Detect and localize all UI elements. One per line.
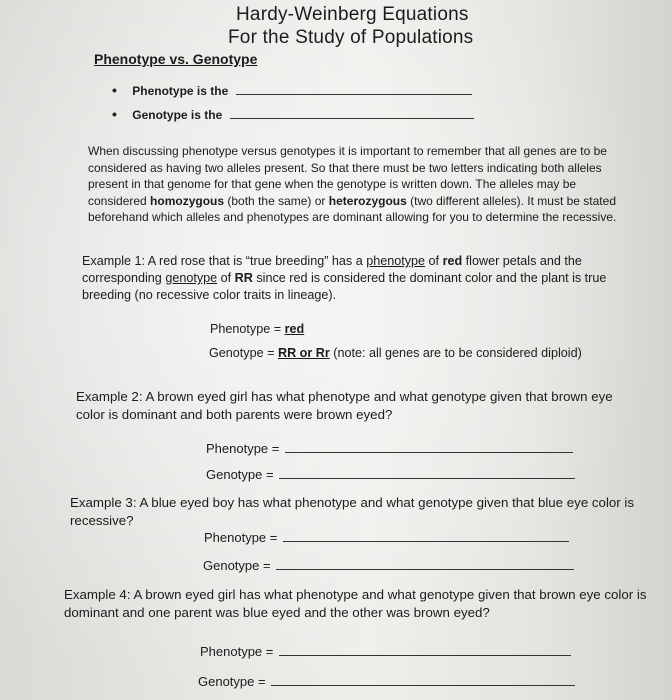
example-text: flower petals and the corresponding xyxy=(82,254,582,285)
term-red: red xyxy=(442,254,463,268)
intro-text: When discussing phenotype versus genotypes it is important to remember that all genes are to be considered as having two alleles present. So that there must be two letters indicating both alleles present in that genome for that gene when the genotype is written down. The alleles may be considered xyxy=(88,144,607,208)
phenotype-label: Phenotype = xyxy=(204,530,278,545)
genotype-answer: RR or Rr xyxy=(277,346,330,360)
example-3-text: Example 3: A blue eyed boy has what phenotype and what genotype given that blue eye color is recessive? xyxy=(70,495,635,528)
example-4-genotype xyxy=(198,674,575,689)
intro-text: (both the same) or xyxy=(224,193,329,208)
phenotype-label: Phenotype = xyxy=(210,322,285,336)
genotype-label: Genotype = xyxy=(203,558,271,573)
definition-label: Genotype is the xyxy=(132,108,223,122)
answer-blank[interactable] xyxy=(279,644,571,656)
definition-label: Phenotype is the xyxy=(132,84,229,98)
bullet-dot: • xyxy=(112,106,117,122)
definition-phenotype xyxy=(112,82,472,98)
example-3-genotype xyxy=(203,558,574,573)
example-4-phenotype xyxy=(200,644,571,659)
example-text: of xyxy=(217,271,235,285)
answer-blank[interactable] xyxy=(230,107,474,119)
example-text: of xyxy=(425,254,443,268)
section-heading: Phenotype vs. Genotype xyxy=(94,51,258,67)
answer-blank[interactable] xyxy=(279,467,575,479)
example-text: since red is considered the dominant color and the plant is true breeding (no recessive color traits in lineage). xyxy=(82,271,607,302)
term-rr: RR xyxy=(234,271,253,285)
phenotype-answer: red xyxy=(284,322,305,336)
page-subtitle: For the Study of Populations xyxy=(228,27,474,48)
example-2-phenotype xyxy=(206,441,573,456)
answer-blank[interactable] xyxy=(283,530,569,542)
genotype-label: Genotype = xyxy=(206,467,274,482)
example-text: Example 1: A red rose that is “true breeding” has a xyxy=(82,254,367,268)
answer-blank[interactable] xyxy=(236,83,472,95)
intro-text: (two different alleles). It must be stated beforehand which alleles and phenotypes are dominant allowing for you to determine the recessive. xyxy=(88,193,617,224)
example-1-text xyxy=(82,253,632,304)
answer-blank[interactable] xyxy=(276,558,574,570)
definition-genotype xyxy=(112,106,474,122)
genotype-label: Genotype = xyxy=(209,346,278,360)
answer-blank[interactable] xyxy=(271,674,575,686)
answer-blank[interactable] xyxy=(285,441,573,453)
page-title: Hardy-Weinberg Equations xyxy=(236,4,469,25)
example-1-phenotype xyxy=(210,322,304,336)
phenotype-label: Phenotype = xyxy=(200,644,274,659)
example-1-genotype xyxy=(209,346,582,360)
term-phenotype: phenotype xyxy=(366,254,426,268)
term-heterozygous: heterozygous xyxy=(328,193,407,208)
diploid-note: (note: all genes are to be considered diploid) xyxy=(329,346,582,360)
bullet-dot: • xyxy=(112,82,117,98)
genotype-label: Genotype = xyxy=(198,674,266,689)
example-2-genotype xyxy=(206,467,575,482)
example-4-text: Example 4: A brown eyed girl has what phenotype and what genotype given that brown eye color is dominant and one parent was blue eyed and the other was brown eyed? xyxy=(64,587,647,620)
term-genotype: genotype xyxy=(165,271,218,285)
example-3-phenotype xyxy=(204,530,569,545)
term-homozygous: homozygous xyxy=(150,193,225,208)
example-2-text: Example 2: A brown eyed girl has what phenotype and what genotype given that brown eye color is dominant and both parents were brown eyed? xyxy=(76,389,613,422)
intro-paragraph xyxy=(88,143,630,226)
phenotype-label: Phenotype = xyxy=(206,441,280,456)
